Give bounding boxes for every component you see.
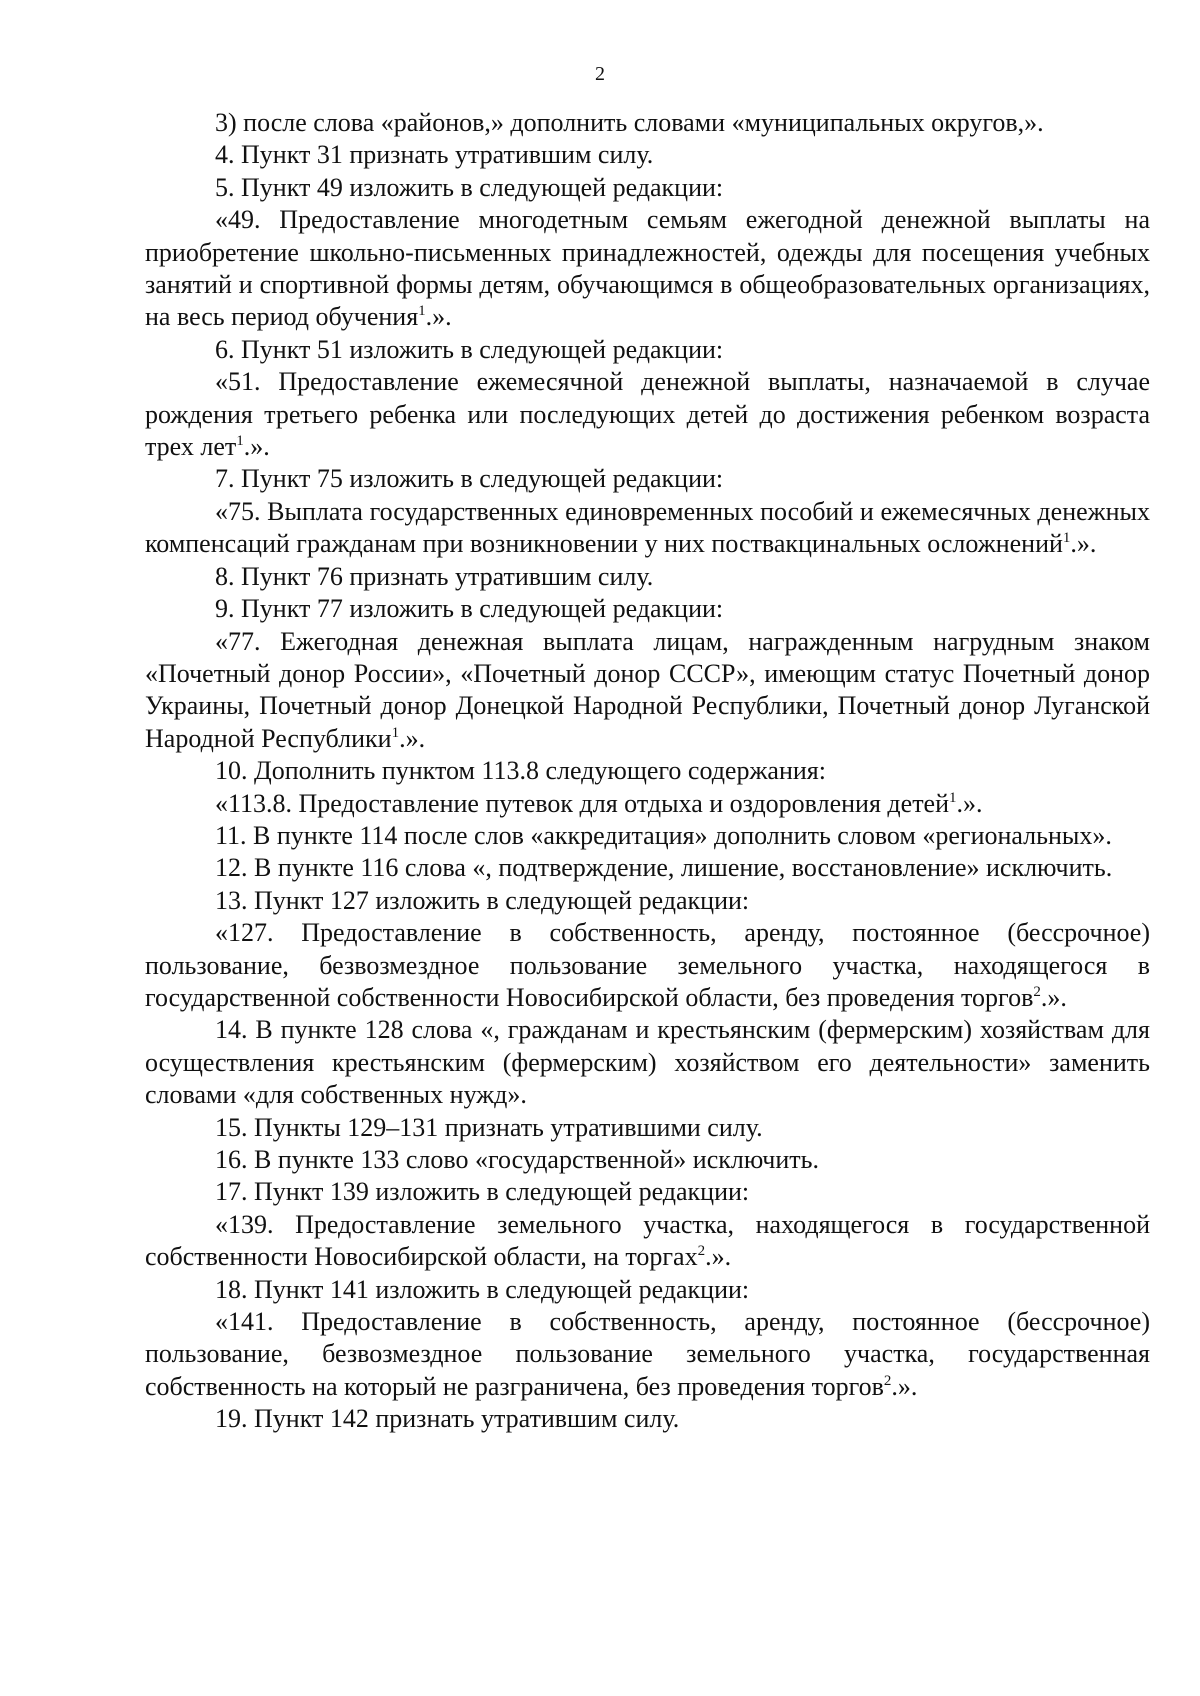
quoted-item-51-text: «51. Предоставление ежемесячной денежной выплаты, назначаемой в случае рождения третьего ребенка или последующих детей до достижения ребенком возраста трех лет <box>145 367 1150 462</box>
quoted-item-127 <box>145 917 1150 1014</box>
paragraph-point-9: 9. Пункт 77 изложить в следующей редакции: <box>215 594 724 624</box>
quoted-item-113-8-text: «113.8. Предоставление путевок для отдыха и оздоровления детей <box>215 788 950 818</box>
quoted-item-139 <box>145 1209 1150 1274</box>
closing-quote: .». <box>705 1242 732 1272</box>
closing-quote: .». <box>1040 982 1067 1012</box>
quoted-item-75 <box>145 496 1150 561</box>
footnote-ref: 1 <box>236 433 244 450</box>
quoted-item-49-text: «49. Предоставление многодетным семьям ежегодной денежной выплаты на приобретение школьно-письменных принадлежностей, одежды для посещения учебных занятий и спортивной формы детям, обучающимся в общеобразовательных организациях, на весь период обучения <box>145 205 1150 332</box>
quoted-item-75-text: «75. Выплата государственных единовременных пособий и ежемесячных денежных компенсаций гражданам при возникновении у них поствакцинальных осложнений <box>145 496 1150 559</box>
paragraph-point-13: 13. Пункт 127 изложить в следующей редакции: <box>215 885 750 915</box>
paragraph-point-18: 18. Пункт 141 изложить в следующей редакции: <box>215 1274 750 1304</box>
closing-quote: .». <box>399 723 426 753</box>
paragraph-item-3: 3) после слова «районов,» дополнить словами «муниципальных округов,». <box>215 108 1044 137</box>
paragraph-point-14: 14. В пункте 128 слова «, гражданам и крестьянским (фермерским) хозяйствам для осуществления крестьянским (фермерским) хозяйством его деятельности» заменить словами «для собственных нужд». <box>145 1015 1150 1110</box>
paragraph-point-6: 6. Пункт 51 изложить в следующей редакции: <box>215 334 724 364</box>
closing-quote: .». <box>956 788 983 818</box>
footnote-ref: 2 <box>883 1372 892 1389</box>
closing-quote: .». <box>891 1371 918 1401</box>
quoted-item-139-text: «139. Предоставление земельного участка, находящегося в государственной собственности Новосибирской области, на торгах <box>145 1209 1150 1272</box>
closing-quote: .». <box>243 432 270 462</box>
paragraph-point-15: 15. Пункты 129–131 признать утратившими силу. <box>215 1112 763 1142</box>
paragraph-point-8: 8. Пункт 76 признать утратившим силу. <box>215 561 654 591</box>
paragraph-point-17: 17. Пункт 139 изложить в следующей редакции: <box>215 1177 750 1207</box>
quoted-item-141-text: «141. Предоставление в собственность, аренду, постоянное (бессрочное) пользование, безвозмездное пользование земельного участка, государственная собственность на который не разграничена, без проведения торгов <box>145 1307 1150 1401</box>
footnote-ref: 1 <box>949 789 957 806</box>
footnote-ref: 2 <box>1033 983 1041 1000</box>
quoted-item-51 <box>145 366 1150 463</box>
paragraph-point-5: 5. Пункт 49 изложить в следующей редакции: <box>215 172 724 202</box>
quoted-item-141 <box>145 1306 1150 1403</box>
quoted-item-49 <box>145 204 1150 334</box>
page-number: 2 <box>595 63 605 85</box>
paragraph-point-12: 12. В пункте 116 слова «, подтверждение, лишение, восстановление» исключить. <box>215 853 1113 883</box>
paragraph-point-16: 16. В пункте 133 слово «государственной» исключить. <box>215 1145 819 1174</box>
paragraph-point-10: 10. Дополнить пунктом 113.8 следующего содержания: <box>215 756 826 786</box>
footnote-ref: 1 <box>391 724 400 741</box>
paragraph-point-11: 11. В пункте 114 после слов «аккредитация» дополнить словом «региональных». <box>215 820 1112 850</box>
paragraph-point-19: 19. Пункт 142 признать утратившим силу. <box>215 1404 680 1434</box>
quoted-item-113-8 <box>145 788 1150 820</box>
quoted-item-77-text: «77. Ежегодная денежная выплата лицам, награжденным нагрудным знаком «Почетный донор России», «Почетный донор СССР», имеющим статус Почетный донор Украины, Почетный донор Донецкой Народной Республики, Почетный донор Луганской Народной Республики <box>145 626 1150 753</box>
closing-quote: .». <box>425 302 452 332</box>
quoted-item-77 <box>145 626 1150 756</box>
closing-quote: .». <box>1070 529 1097 559</box>
quoted-item-127-text: «127. Предоставление в собственность, аренду, постоянное (бессрочное) пользование, безвозмездное пользование земельного участка, находящегося в государственной собственности Новосибирской области, без проведения торгов <box>145 918 1150 1012</box>
paragraph-point-7: 7. Пункт 75 изложить в следующей редакции: <box>215 464 724 494</box>
footnote-ref: 2 <box>697 1243 706 1260</box>
paragraph-point-4: 4. Пункт 31 признать утратившим силу. <box>215 140 654 170</box>
document-body <box>145 107 1150 1436</box>
footnote-ref: 1 <box>418 303 426 320</box>
footnote-ref: 1 <box>1062 530 1071 547</box>
